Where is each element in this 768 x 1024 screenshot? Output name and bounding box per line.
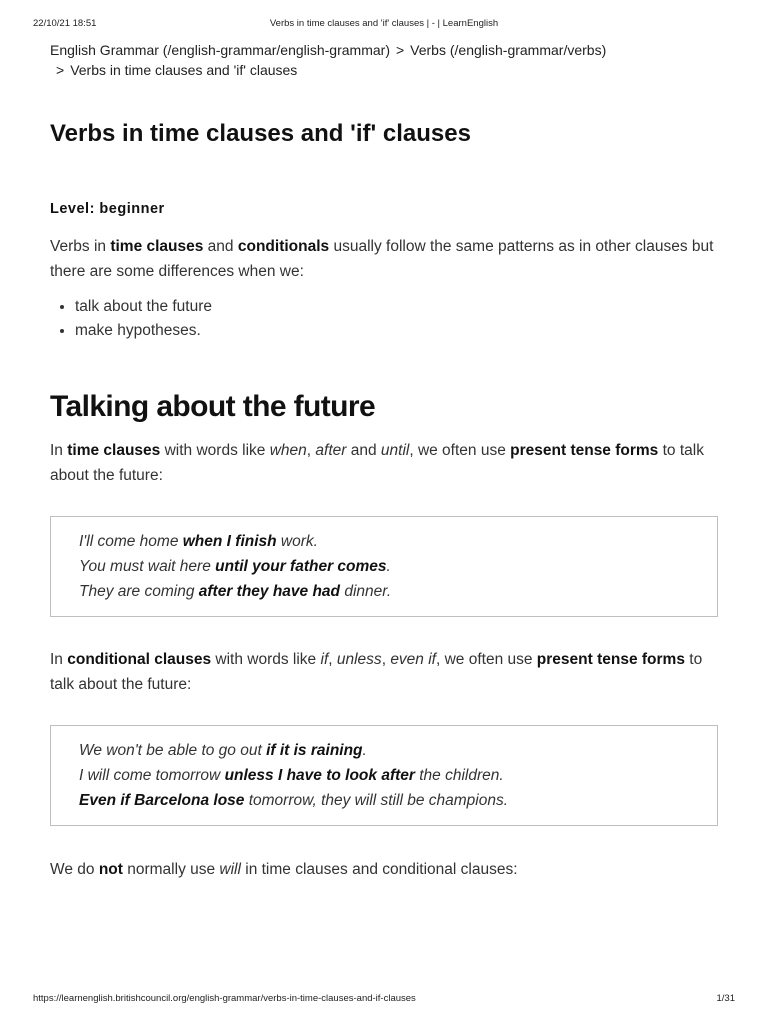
- example-sentence: Even if Barcelona lose tomorrow, they will still be champions.: [79, 792, 509, 809]
- print-title: Verbs in time clauses and 'if' clauses | - | LearnEnglish: [269, 18, 499, 29]
- level-label: Level: beginner: [50, 201, 165, 217]
- example-sentence: They are coming after they have had dinner.: [79, 583, 392, 600]
- section-title: Talking about the future: [50, 390, 376, 423]
- example-box-time-clauses: [50, 516, 718, 617]
- breadcrumb-verbs-link[interactable]: Verbs (/english-grammar/verbs): [410, 42, 607, 58]
- breadcrumb-current: Verbs in time clauses and 'if' clauses: [70, 62, 298, 78]
- print-url: https://learnenglish.britishcouncil.org/english-grammar/verbs-in-time-clauses-and-if-clauses: [33, 993, 416, 1004]
- print-footer: [0, 993, 768, 1007]
- example-box-conditional-clauses: [50, 725, 718, 826]
- breadcrumb-english-grammar-link[interactable]: English Grammar (/english-grammar/english-grammar): [50, 42, 390, 58]
- example-sentence: I'll come home when I finish work.: [79, 533, 318, 550]
- breadcrumb: [50, 40, 730, 80]
- bullet-list: [50, 295, 212, 343]
- breadcrumb-separator: >: [56, 62, 65, 78]
- example-sentence: You must wait here until your father comes.: [79, 558, 391, 575]
- page-number: 1/31: [716, 993, 735, 1004]
- time-clauses-paragraph: In time clauses with words like when, after and until, we often use present tense forms to talk about the future:: [50, 442, 704, 484]
- conditional-clauses-paragraph: In conditional clauses with words like if, unless, even if, we often use present tense forms to talk about the future:: [50, 651, 703, 693]
- breadcrumb-separator: >: [395, 42, 405, 58]
- will-usage-paragraph: We do not normally use will in time clauses and conditional clauses:: [50, 861, 518, 878]
- intro-paragraph: Verbs in time clauses and conditionals usually follow the same patterns as in other clauses but there are some differences when we:: [50, 238, 714, 280]
- page-title: Verbs in time clauses and 'if' clauses: [50, 120, 471, 147]
- example-sentence: I will come tomorrow unless I have to look after the children.: [79, 767, 504, 784]
- print-header: [0, 18, 768, 32]
- list-item: • make hypotheses.: [75, 319, 212, 343]
- list-item: • talk about the future: [75, 295, 212, 319]
- example-sentence: We won't be able to go out if it is raining.: [79, 742, 367, 759]
- print-date: 22/10/21 18:51: [33, 18, 97, 29]
